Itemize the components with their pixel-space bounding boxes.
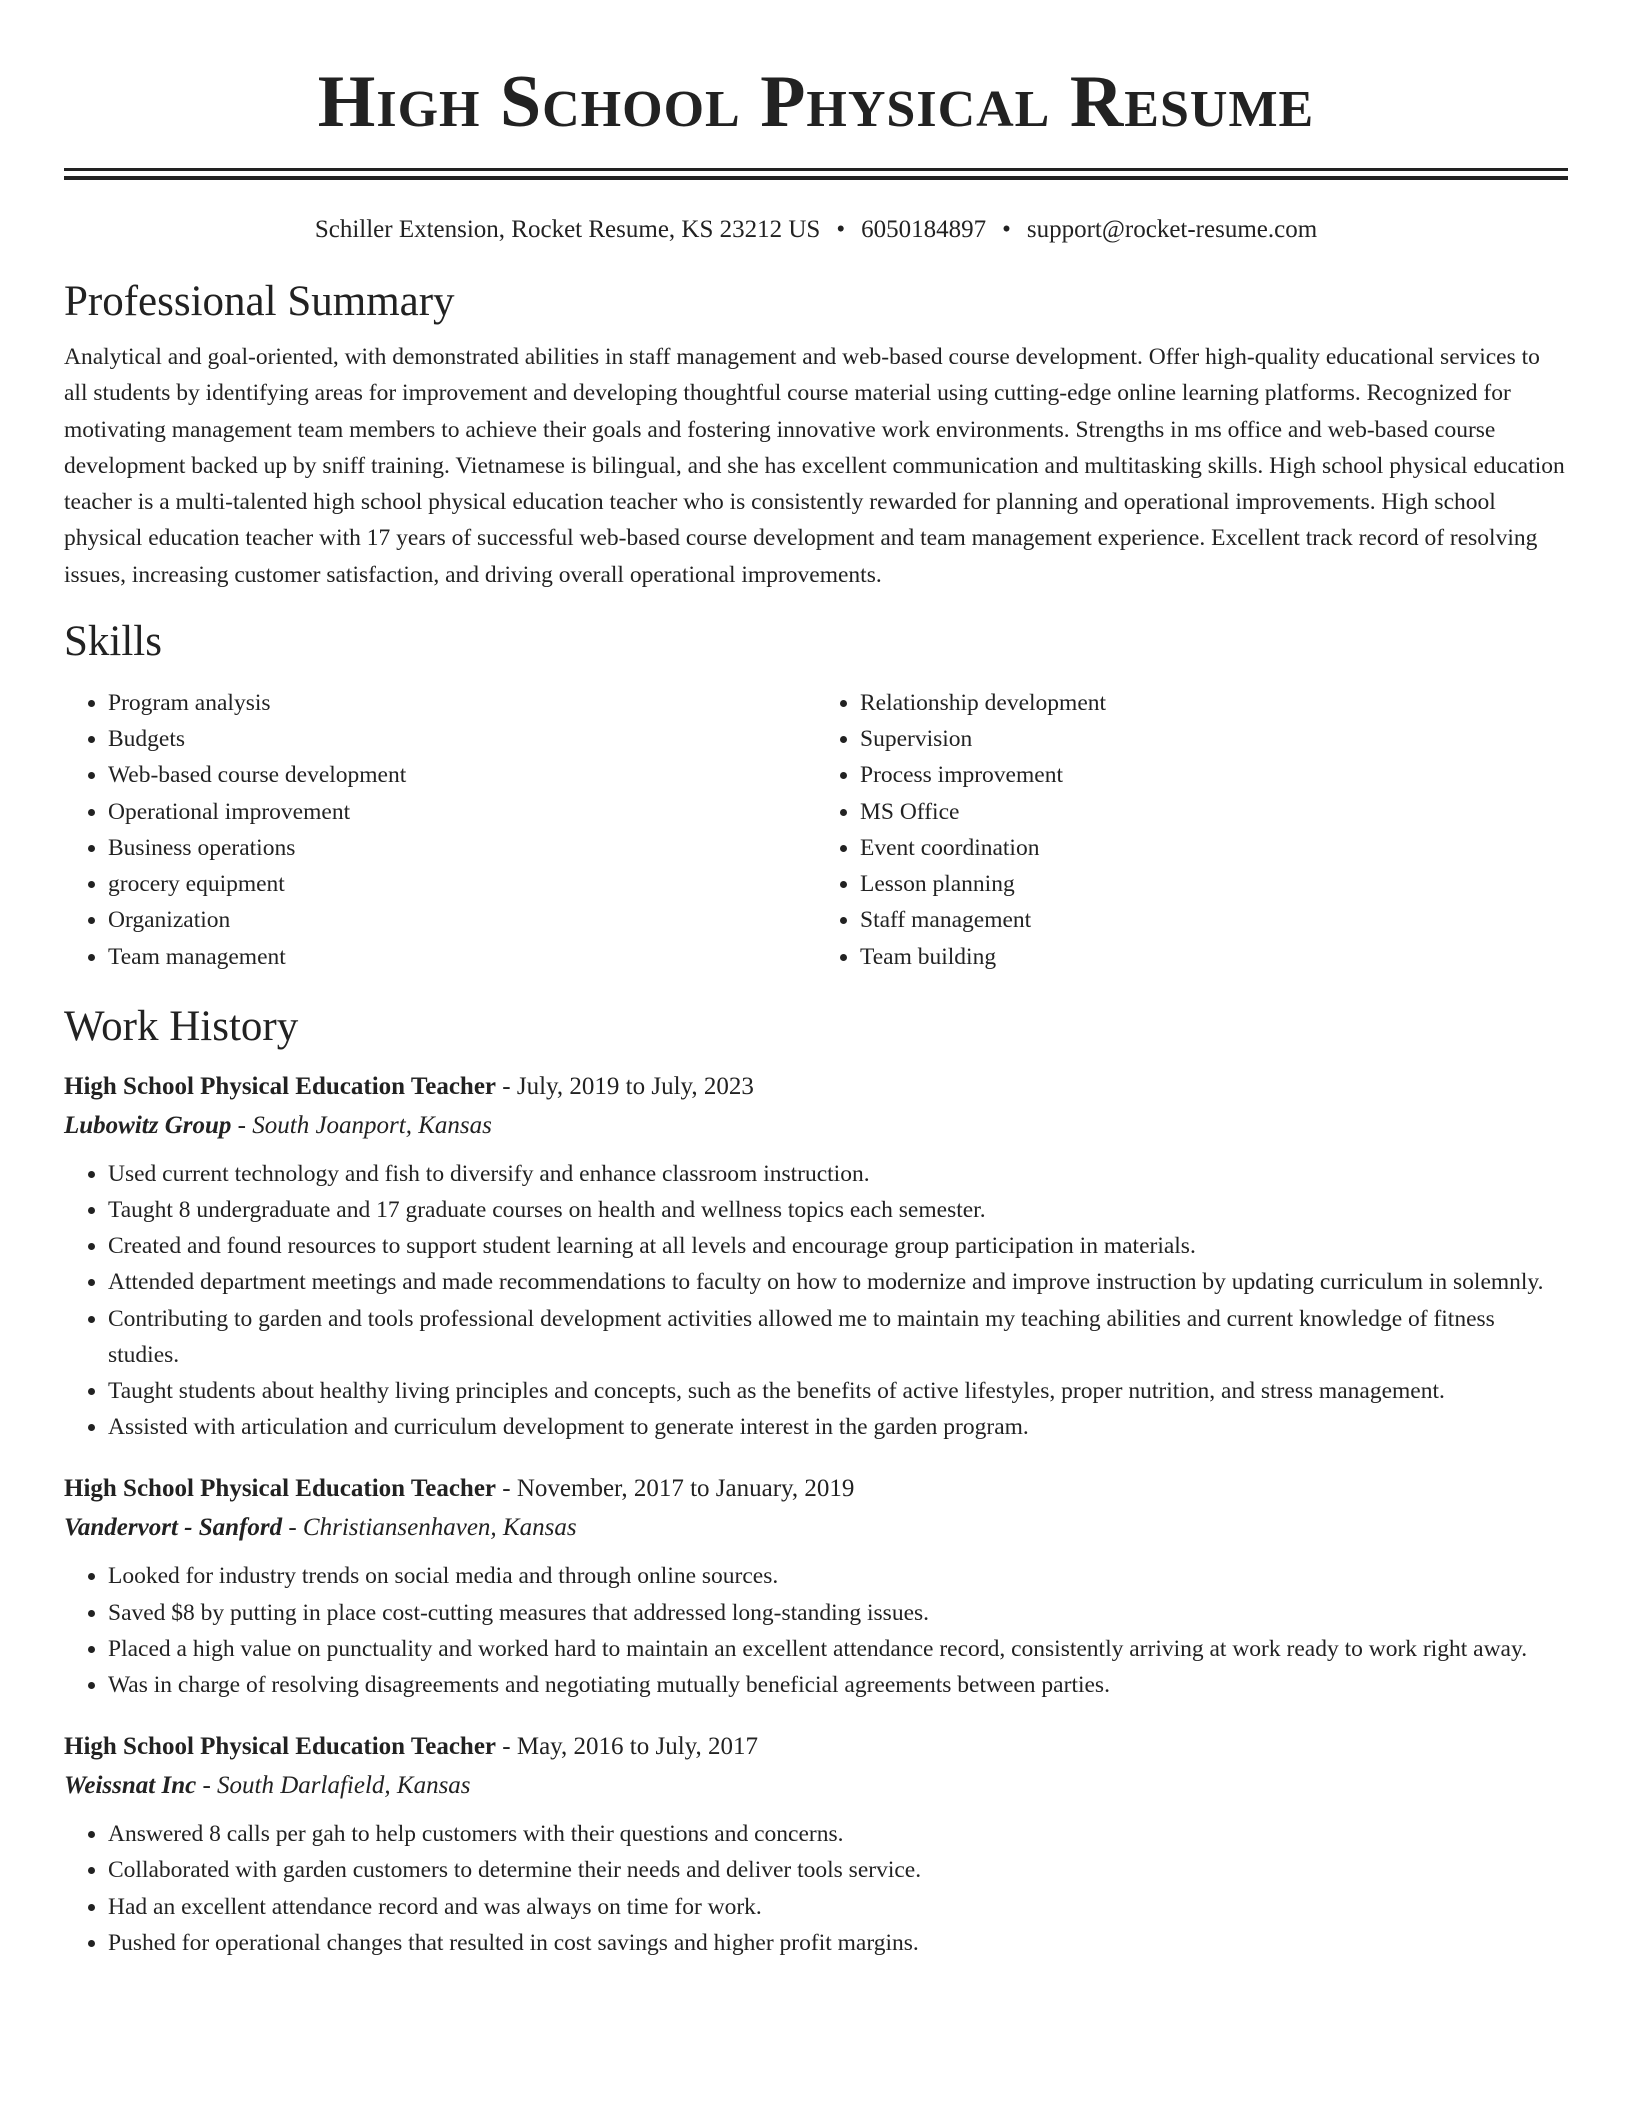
contact-separator: •: [836, 216, 846, 243]
job-bullet: • Had an excellent attendance record and was always on time for work.: [108, 1889, 1568, 1925]
contact-address: Schiller Extension, Rocket Resume, KS 23212 US: [314, 216, 821, 243]
job-employer: Weissnat Inc - South Darlafield, Kansas: [64, 1772, 471, 1800]
header-divider-thin: [64, 168, 1568, 171]
skills-left-column: [64, 685, 816, 975]
work-history-heading: Work History: [64, 1002, 299, 1050]
skill-item: • Lesson planning: [860, 866, 1568, 902]
job-bullet: • Looked for industry trends on social media and through online sources.: [108, 1558, 1568, 1594]
skill-item: • Operational improvement: [108, 794, 816, 830]
job-title: High School Physical Education Teacher: [64, 1475, 497, 1503]
job-bullet: • Answered 8 calls per gah to help customers with their questions and concerns.: [108, 1816, 1568, 1852]
job-dates: May, 2016 to July, 2017: [516, 1733, 759, 1761]
job-title: High School Physical Education Teacher: [64, 1072, 497, 1100]
job-bullets: [64, 1558, 1568, 1703]
skills-right-column: [816, 685, 1568, 975]
summary-heading: Professional Summary: [64, 278, 455, 325]
summary-section: [64, 277, 1568, 593]
job-bullet: • Contributing to garden and tools professional development activities allowed me to maintain my teaching abilities and current knowledge of fitness studies.: [108, 1301, 1568, 1373]
skill-item: • Staff management: [860, 902, 1568, 938]
skill-item: • Process improvement: [860, 757, 1568, 793]
job-bullet: • Saved $8 by putting in place cost-cutting measures that addressed long-standing issues.: [108, 1595, 1568, 1631]
job-entry: [64, 1068, 1568, 1446]
contact-phone: 6050184897: [861, 216, 987, 243]
job-entry: [64, 1728, 1568, 1961]
job-bullet: • Attended department meetings and made recommendations to faculty on how to modernize and improve instruction by updating curriculum in solemnly.: [108, 1264, 1568, 1300]
job-title: High School Physical Education Teacher: [64, 1733, 497, 1761]
work-history-section: [64, 1002, 1568, 1961]
job-entry: [64, 1470, 1568, 1703]
job-employer: Lubowitz Group - South Joanport, Kansas: [64, 1111, 492, 1139]
job-company: Vandervort - Sanford: [64, 1514, 283, 1542]
skill-item: • Web-based course development: [108, 757, 816, 793]
skills-heading: Skills: [64, 618, 162, 666]
job-bullets: [64, 1816, 1568, 1961]
skill-item: • Team building: [860, 939, 1568, 975]
job-bullet: • Created and found resources to support student learning at all levels and encourage group participation in materials.: [108, 1228, 1568, 1264]
skill-item: • grocery equipment: [108, 866, 816, 902]
skill-item: • Budgets: [108, 721, 816, 757]
job-bullet: • Taught 8 undergraduate and 17 graduate courses on health and wellness topics each semester.: [108, 1192, 1568, 1228]
skill-item: • MS Office: [860, 794, 1568, 830]
resume-title: High School Physical Resume: [317, 61, 1315, 143]
skills-section: [64, 617, 1568, 975]
job-bullet: • Collaborated with garden customers to determine their needs and deliver tools service.: [108, 1852, 1568, 1888]
skill-item: • Program analysis: [108, 685, 816, 721]
job-header: High School Physical Education Teacher - November, 2017 to January, 2019: [64, 1475, 855, 1503]
skill-item: • Organization: [108, 902, 816, 938]
job-bullet: • Assisted with articulation and curriculum development to generate interest in the garden program.: [108, 1409, 1568, 1445]
job-company: Lubowitz Group: [64, 1111, 232, 1139]
job-company: Weissnat Inc: [64, 1772, 197, 1800]
job-header: High School Physical Education Teacher - May, 2016 to July, 2017: [64, 1733, 759, 1761]
job-bullet: • Taught students about healthy living principles and concepts, such as the benefits of active lifestyles, proper nutrition, and stress management.: [108, 1373, 1568, 1409]
job-bullet: • Placed a high value on punctuality and worked hard to maintain an excellent attendance record, consistently arriving at work ready to work right away.: [108, 1631, 1568, 1667]
summary-text: Analytical and goal-oriented, with demonstrated abilities in staff management and web-based course development. Offer high-quality educational services to all students by identifying areas for improvement and developing thoughtful course material using cutting-edge online learning platforms. Recognized for motivating management team members to achieve their goals and fostering innovative work environments. Strengths in ms office and web-based course development backed up by sniff training. Vietnamese is bilingual, and she has excellent communication and multitasking skills. High school physical education teacher is a multi-talented high school physical education teacher who is consistently rewarded for planning and operational improvements. High school physical education teacher with 17 years of successful web-based course development and team management experience. Excellent track record of resolving issues, increasing customer satisfaction, and driving overall operational improvements.: [64, 344, 1565, 588]
job-bullet: • Pushed for operational changes that resulted in cost savings and higher profit margins.: [108, 1925, 1568, 1961]
contact-email: support@rocket-resume.com: [1026, 216, 1318, 243]
job-location: South Darlafield, Kansas: [217, 1772, 471, 1800]
header-divider-thick: [64, 176, 1568, 180]
skill-item: • Relationship development: [860, 685, 1568, 721]
job-bullets: [64, 1156, 1568, 1446]
job-dates: July, 2019 to July, 2023: [516, 1072, 754, 1100]
contact-separator: •: [1002, 216, 1011, 243]
job-bullet: • Was in charge of resolving disagreements and negotiating mutually beneficial agreements between parties.: [108, 1667, 1568, 1703]
job-employer: Vandervort - Sanford - Christiansenhaven, Kansas: [64, 1514, 577, 1542]
skills-columns: [64, 685, 1568, 975]
job-dates: November, 2017 to January, 2019: [516, 1475, 855, 1503]
job-location: Christiansenhaven, Kansas: [302, 1514, 577, 1542]
job-header: High School Physical Education Teacher - July, 2019 to July, 2023: [64, 1072, 754, 1100]
job-bullet: • Used current technology and fish to diversify and enhance classroom instruction.: [108, 1156, 1568, 1192]
job-location: South Joanport, Kansas: [252, 1111, 492, 1139]
contact-line: [64, 215, 1568, 245]
skill-item: • Supervision: [860, 721, 1568, 757]
skill-item: • Business operations: [108, 830, 816, 866]
skill-item: • Event coordination: [860, 830, 1568, 866]
skill-item: • Team management: [108, 939, 816, 975]
